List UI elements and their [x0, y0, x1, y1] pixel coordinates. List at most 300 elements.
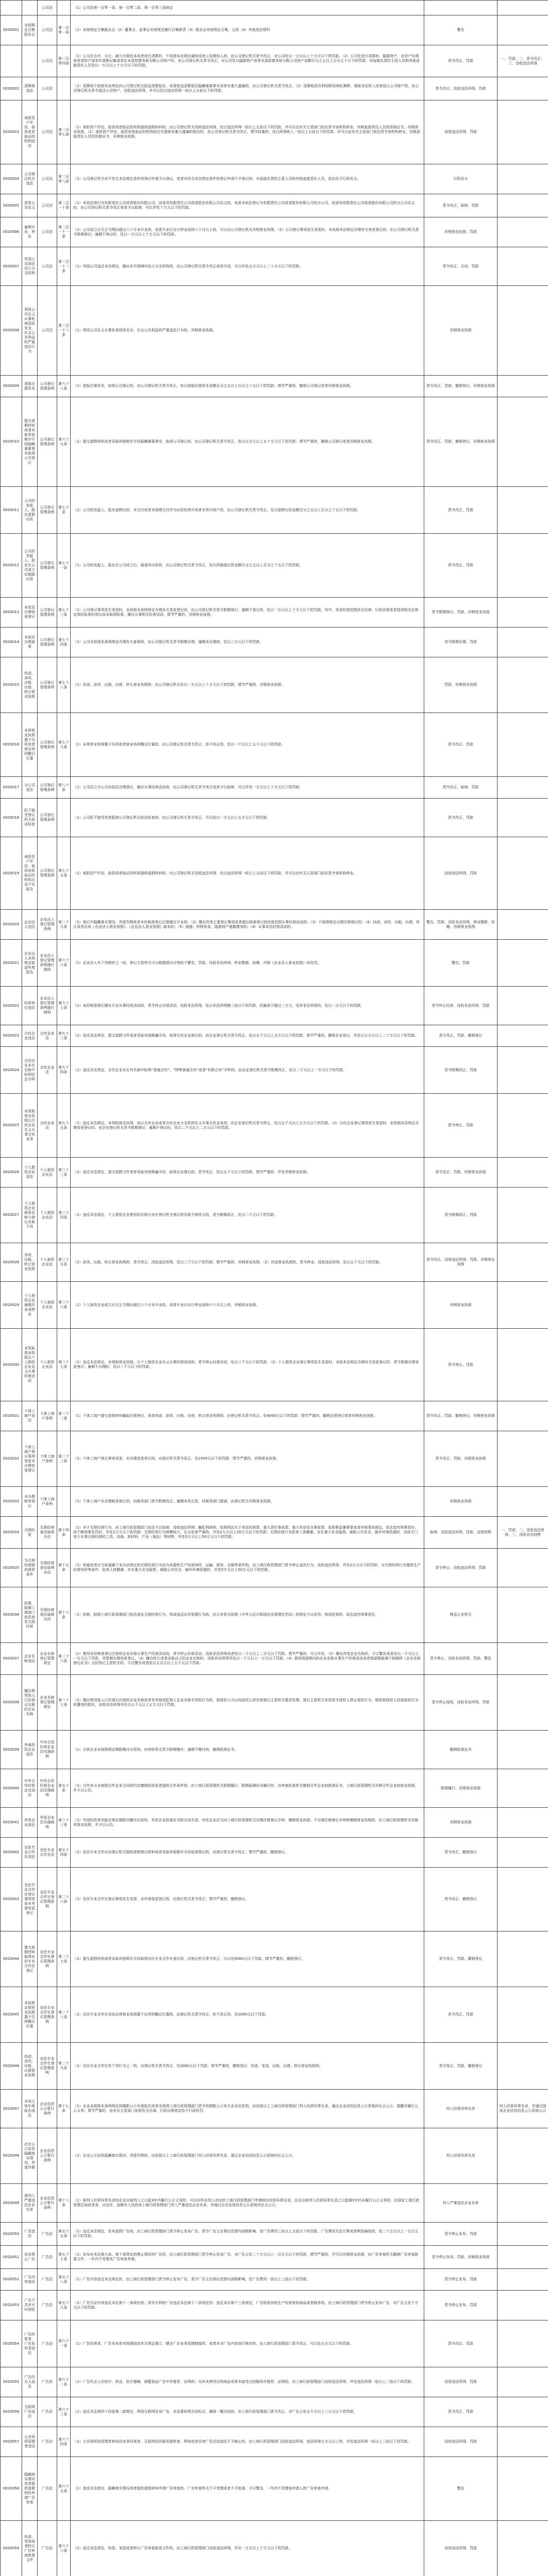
table-row	[1, 487, 548, 534]
clause-number: 第二十三条	[58, 1454, 69, 1463]
item-name: 未将营业执照置于住所或者营业场所醒目位置	[24, 728, 35, 760]
law-name: 外资企业法实施细则	[40, 1816, 55, 1829]
item-code-cell	[1, 1731, 22, 1769]
penalty-type: 责令改正、罚款、吊销营业执照	[435, 1456, 486, 1461]
remark-cell	[497, 2457, 548, 2521]
item-name-cell	[22, 1675, 38, 1731]
law-name: 企业名称登记管理规定	[40, 1652, 55, 1665]
penalty-type-cell	[424, 2457, 497, 2521]
law-name: 个体工商户条例	[40, 1411, 55, 1420]
law-name: 合伙企业法	[40, 1121, 55, 1130]
clause-number: 第六十七条	[58, 1001, 69, 1010]
remark-cell	[497, 1243, 548, 1282]
provision-text-cell	[71, 987, 424, 1025]
remark-cell	[497, 1158, 548, 1188]
remark-cell	[497, 2128, 548, 2184]
provision-text: （1）违反本法规定，提交虚假文件或者采取其他欺骗手段，取得企业登记的，责令改正，处以五千元以下的罚款；情节严重的，并处吊销营业执照。	[73, 1170, 310, 1174]
remark-cell	[497, 2427, 548, 2457]
item-code-cell	[1, 1487, 22, 1517]
penalty-type: 责令终止经营、没收非法所得、罚款	[431, 1003, 490, 1008]
table-row	[1, 777, 548, 799]
clause-number-cell	[57, 487, 71, 534]
clause-number-cell	[57, 713, 71, 777]
item-code: 0020042	[3, 1850, 20, 1854]
law-name-cell	[38, 1025, 57, 1047]
item-code: 0020035	[3, 1565, 20, 1570]
item-name: 企业法人未按规定报送年度报告	[24, 951, 35, 974]
item-code-cell	[1, 2367, 22, 2397]
law-name-cell	[38, 1047, 57, 1094]
law-name: 企业法人登记管理条例	[40, 918, 55, 931]
item-name: 互联网广告违法	[24, 2405, 35, 2418]
remark-cell	[497, 164, 548, 194]
table-row	[1, 2128, 548, 2184]
penalty-type-cell	[424, 1282, 497, 1329]
provision-text: （1）未依法登记为有限责任公司或者股份有限公司，而冒用有限责任公司或者股份有限公司名义的，或者未依法登记为有限责任公司或者股份有限公司的分公司，而冒用有限责任公司或者股份有限公司的分公司名义的，由公司登记机关责令改正或者予以取缔，可以并处十万元以下的罚款。	[73, 201, 415, 210]
item-name: 伪造、涂改、出租、出借、转让营业执照	[24, 671, 35, 699]
provision-text-cell	[71, 1329, 424, 1401]
clause-number: 第五十九条	[58, 2300, 69, 2310]
item-code-cell	[1, 100, 22, 164]
clause-number-cell	[57, 1675, 71, 1731]
item-name-cell	[22, 1243, 38, 1282]
law-name: 公司登记管理条例	[40, 505, 55, 514]
clause-number-cell	[57, 2367, 71, 2397]
penalty-type: 责令改正、关闭、罚款	[442, 264, 479, 268]
clause-number-cell	[57, 217, 71, 247]
penalty-type: 列入严重违法企业名单	[442, 2200, 479, 2205]
item-code: 0020021	[3, 960, 20, 965]
item-name-cell	[22, 397, 38, 487]
clause-number: 第七十三条	[58, 607, 69, 617]
provision-text-cell	[71, 100, 424, 164]
item-code: 0020049	[3, 2200, 20, 2205]
remark-cell	[497, 77, 548, 100]
item-name-cell	[22, 1731, 38, 1769]
penalty-type-cell	[424, 487, 497, 534]
table-row	[1, 713, 548, 777]
clause-number-cell	[57, 1094, 71, 1158]
law-name: 广告法	[42, 2231, 53, 2236]
provision-text: （1）利用公司名义从事危害国家安全、社会公共利益的严重违法行为的，吊销营业执照。	[73, 328, 217, 332]
provision-text: （1）拒绝、阻碍工商行政管理部门依法查处无照经营行为，构成违反治安管理行为的，由公安机关依照《中华人民共和国治安管理处罚法》的规定予以处罚；构成犯罪的，依法追究刑事责任。	[73, 1613, 379, 1617]
item-code-cell	[1, 2090, 22, 2128]
remark-cell	[497, 2223, 548, 2246]
item-code-cell	[1, 628, 22, 657]
penalty-type: 责令限期改正、罚款	[444, 1067, 477, 1072]
penalty-type-cell	[424, 2223, 497, 2246]
clause-number: 第七十八条	[58, 680, 69, 689]
table-row	[1, 2457, 548, 2521]
clause-number: 第十七条	[58, 2104, 69, 2113]
penalty-type: 责令改正、取缔、罚款	[442, 785, 479, 789]
item-code: 0020008	[3, 328, 20, 332]
item-code-cell	[1, 1769, 22, 1808]
penalty-type-cell	[424, 1731, 497, 1769]
penalty-type: 警告、罚款	[452, 960, 470, 965]
clause-number-cell	[57, 1431, 71, 1487]
provision-text-cell	[71, 2090, 424, 2128]
provision-text: （1）承担资产评估、验资或者验证的机构提供虚假材料的，由公司登记机关没收违法所得，处以违法所得一倍以上五倍以下的罚款，并可以由有关主管部门依法责令该机构停业、吊销直接责任人员的资格证书，吊销营业执照。（2）承担资产评估、验资或者验证的机构因过失提供有重大遗漏的报告的，由公司登记机关责令改正，情节较重的，处以所得收入一倍以上五倍以下的罚款，并可以由有关主管部门依法责令该机构停业、吊销直接责任人员的资格证书，吊销营业执照。	[73, 125, 420, 139]
item-code: 0020013	[3, 610, 20, 614]
item-code-cell	[1, 1, 22, 15]
provision-text-cell	[71, 164, 424, 194]
penalty-type: 责令限期办理、罚款	[444, 640, 477, 644]
remark-cell	[497, 1731, 548, 1769]
provision-text-cell	[71, 2521, 424, 2576]
clause-number: 第六十三条	[58, 2407, 69, 2416]
provision-text: （1）广告代言人在医疗、药品、医疗器械、保健食品广告中作推荐、证明的；为其未使用过的商品或者未接受过的服务作推荐、证明的。由工商行政管理部门没收违法所得，并处违法所得一倍以上二倍以下的罚款。	[73, 2380, 415, 2384]
clause-number: 第二百一十二条	[58, 259, 69, 273]
law-name: 企业信息公示暂行条例	[40, 2196, 55, 2210]
item-code-cell	[1, 1025, 22, 1047]
remark-cell	[497, 1987, 548, 2043]
penalty-type-cell	[424, 286, 497, 376]
table-row	[1, 247, 548, 286]
clause-number: 第二百一十三条	[58, 324, 69, 337]
law-name: 无照经营查处取缔办法	[40, 1526, 55, 1539]
clause-number-cell	[57, 1769, 71, 1808]
remark-cell	[497, 194, 548, 217]
clause-number-cell	[57, 194, 71, 217]
clause-number-cell	[57, 534, 71, 598]
item-code-cell	[1, 2223, 22, 2246]
item-name: 擅自使用他人已经登记注册的企业名称	[24, 1688, 35, 1716]
penalty-type-cell	[424, 1487, 497, 1517]
item-name: 伪造、涂改、出租、出借营业执照	[24, 2054, 35, 2077]
penalty-type-cell	[424, 1931, 497, 1987]
provision-text: （1）个体工商户登记事项变更，未办理变更登记的，由登记机关责令改正，处1500元以下的罚款；情节严重的，吊销营业执照。	[73, 1456, 280, 1461]
remark-cell	[497, 1931, 548, 1987]
penalty-type-cell	[424, 247, 497, 286]
item-code: 0020039	[3, 1747, 20, 1752]
penalty-type: 警告	[457, 2486, 464, 2490]
penalty-type: 责令改正、罚款	[448, 2012, 473, 2016]
clause-number-cell	[57, 1, 71, 15]
item-code-cell	[1, 397, 22, 487]
remark: 一、罚款；二、没收违法所得；三、没收非法财物	[501, 1528, 544, 1537]
table-row	[1, 15, 548, 45]
provision-text-cell	[71, 799, 424, 837]
law-name: 公司登记管理条例	[40, 607, 55, 617]
item-code: 0020024	[3, 1067, 20, 1072]
provision-text: （1）清算组不依照本法规定向公司登记机关报送清算报告，或者报送清算报告隐瞒重要事实或者有重大遗漏的，由公司登记机关责令改正。（2）清算组成员利用职权徇私舞弊、谋取非法收入或者侵占公司财产的，由公司登记机关责令退还公司财产，没收违法所得，并可以处以违法所得一倍以上五倍以下的罚款。	[73, 84, 419, 93]
law-name-cell	[38, 1808, 57, 1838]
item-code: 0020004	[3, 177, 20, 181]
item-name-cell	[22, 777, 38, 799]
item-name-cell	[22, 2223, 38, 2246]
remark-cell	[497, 2367, 548, 2397]
clause-number-cell	[57, 1549, 71, 1587]
item-code: 0020023	[3, 1033, 20, 1038]
table-row	[1, 1431, 548, 1487]
penalty-type: 责令停止、罚款	[448, 1123, 473, 1127]
item-code: 0020055	[3, 2380, 20, 2384]
clause-number: 第十六条	[58, 1610, 69, 1619]
penalty-type: 吊销营业执照	[450, 1820, 472, 1824]
provision-text-cell	[71, 940, 424, 987]
provision-text: （1）知道或者应当知道属于本办法规定的无照经营行为而为其提供生产经营场所、运输、保管、仓储等条件的，由工商行政管理部门责令停止违法行为，没收违法所得，并处2万元以下的罚款；为无照经营行为提供生产经营场所等条件，危害人体健康、存在重大安全隐患、威胁公共安全、破坏环境资源的，并处5万元以上50万元以下的罚款。	[73, 1563, 421, 1572]
law-name-cell	[38, 1675, 57, 1731]
table-row	[1, 2246, 548, 2269]
remark-cell	[497, 1769, 548, 1808]
provision-text: （1）违反本法规定，提交虚假文件或者采取其他欺骗手段，取得合伙企业登记的，由企业登记机关责令改正，处以五千元以上五万元以下的罚款；情节严重的，撤销企业登记，并处以五万元以上二十万元以下的罚款。	[73, 1033, 419, 1038]
penalty-type-cell	[424, 1643, 497, 1675]
provision-text-cell	[71, 2269, 424, 2291]
provision-text: （1）个体工商户提交虚假材料骗取注册登记，或者伪造、涂改、出租、出借、转让营业执照的，由登记机关责令改正，处4000元以下的罚款；情节严重的，撤销注册登记或者吊销营业执照。	[73, 1414, 377, 1418]
item-name: 隐瞒真实情况或者提供虚假材料申请广告审查	[24, 2472, 35, 2504]
provision-text: （1）违反本法规定，伪造、变造或者转让广告审查批准文件的，由工商行政管理部门没收违法所得，并处一万元以上十万元以下的罚款。	[73, 2546, 292, 2550]
provision-text-cell	[71, 598, 424, 628]
clause-number: 第九十四条	[58, 1065, 69, 1074]
provision-text-cell	[71, 1282, 424, 1329]
item-code-cell	[1, 217, 22, 247]
table-row	[1, 1587, 548, 1643]
law-name-cell	[38, 1401, 57, 1431]
penalty-type-cell	[424, 15, 497, 45]
remark-cell	[497, 2043, 548, 2090]
provision-text-cell	[71, 1769, 424, 1808]
clause-number: 第六十八条	[58, 381, 69, 391]
clause-number-cell	[57, 2397, 71, 2427]
item-name: 农民专业合作社登记事项变更未申请变更登记	[24, 1883, 35, 1915]
provision-text: （1）个体工商户未办理税务登记的，由税务部门责令限期改正；逾期未改正的，经税务部门提请，由登记机关吊销营业执照。	[73, 1499, 274, 1503]
penalty-type: 列入经营异常名录	[446, 2154, 475, 2158]
penalty-type: 责令改正、罚款	[448, 563, 473, 567]
law-name-cell	[38, 2367, 57, 2397]
table-row	[1, 1025, 548, 1047]
item-name: 公司的发起人、股东虚假出资	[24, 498, 35, 521]
item-name-cell	[22, 2184, 38, 2223]
provision-text-cell	[71, 1188, 424, 1243]
item-name-cell	[22, 1025, 38, 1047]
provision-text: （1）公司拒不接受或者阻挠公司登记机关依法检查的，由公司登记机关责令改正，可以处以一万元以上五万元以下的罚款。	[73, 815, 271, 820]
provision-text: （1）公司设立分公司未依法办理登记，擅自从事经营活动的，由公司登记机关责令改正或者予以取缔，可以并处一万元以上十万元以下的罚款。	[73, 785, 303, 789]
clause-number-cell	[57, 1188, 71, 1243]
clause-number-cell	[57, 940, 71, 987]
item-code-cell	[1, 1517, 22, 1549]
provision-text-cell	[71, 2184, 424, 2223]
clause-number: 第二百一十条	[58, 201, 69, 210]
clause-number: 第十八条	[58, 2198, 69, 2207]
item-name: 广告代言人违法	[24, 2375, 35, 2388]
item-name: 未领取营业执照以个人独资企业名义从事经营活动	[24, 1346, 35, 1383]
remark-cell	[497, 598, 548, 628]
clause-number: 第九十五条	[58, 1121, 69, 1130]
item-code: 0020044	[3, 1957, 20, 1961]
penalty-type: 责令改正、罚款	[448, 815, 473, 820]
item-code-cell	[1, 1329, 22, 1401]
provision-text-cell	[71, 1517, 424, 1549]
clause-number-cell	[57, 1025, 71, 1047]
law-name: 公司法	[42, 177, 53, 181]
remark-cell	[497, 2521, 548, 2576]
item-code-cell	[1, 1282, 22, 1329]
clause-number-cell	[57, 164, 71, 194]
law-name: 广告法	[42, 2380, 53, 2384]
item-code: 0020025	[3, 1123, 20, 1127]
penalty-type: 责令改正、罚款	[448, 507, 473, 512]
provision-text: （1）违反本法第四十四条第二款规定，利用互联网发布广告，未显著标明关闭标志，确保一键关闭的，由工商行政管理部门责令改正，对广告主处五千元以上三万元以下的罚款。	[73, 2410, 357, 2414]
item-name: 未办理税务登记	[24, 1495, 35, 1508]
remark-cell	[497, 1094, 548, 1158]
table-row	[1, 1987, 548, 2043]
item-code-cell	[1, 713, 22, 777]
table-row	[1, 2291, 548, 2320]
penalty-type-cell	[424, 2269, 497, 2291]
provision-text-cell	[71, 2427, 424, 2457]
penalty-type-cell	[424, 1838, 497, 1868]
item-code-cell	[1, 15, 22, 45]
law-name: 企业名称登记管理规定	[40, 1696, 55, 1709]
penalty-type-cell	[424, 1158, 497, 1188]
penalty-type: 责令改正、罚款、撤销登记	[439, 2063, 483, 2068]
provision-text-cell	[71, 77, 424, 100]
item-code: 0020010	[3, 439, 20, 444]
clause-number: 第二十六条	[58, 1654, 69, 1663]
clause-number: 第三十四条	[58, 1210, 69, 1219]
remark-cell	[497, 628, 548, 657]
provision-text-cell	[71, 1158, 424, 1188]
item-code-cell	[1, 1587, 22, 1643]
law-name: 公司登记管理条例	[40, 680, 55, 689]
penalty-type-cell	[424, 713, 497, 777]
penalty-type: 撤销批准证书	[450, 1747, 472, 1752]
item-name-cell	[22, 1987, 38, 2043]
item-name-cell	[22, 487, 38, 534]
table-row	[1, 1329, 548, 1401]
law-name-cell	[38, 194, 57, 217]
table-row	[1, 1487, 548, 1517]
item-code: 0020014	[3, 640, 20, 644]
provision-text-cell	[71, 376, 424, 397]
table-row	[1, 2397, 548, 2427]
remark-cell	[497, 1549, 548, 1587]
item-code: 0020030	[3, 1362, 20, 1367]
law-name-cell	[38, 286, 57, 376]
item-name: 农民专业合作社违法	[24, 1845, 35, 1859]
clause-number: 第三十五条	[58, 1258, 69, 1266]
penalty-type-cell	[424, 1517, 497, 1549]
law-name-cell	[38, 2090, 57, 2128]
item-name-cell	[22, 2269, 38, 2291]
provision-text: （1）公司的发起人、股东在公司成立后，抽逃其出资的，由公司登记机关责令改正，处以所抽逃出资金额百分之五以上百分之十五以下的罚款。	[73, 563, 303, 567]
provision-text: （1）公司登记事项发生变更时，未依照本条例规定办理有关变更登记的，由公司登记机关责令限期登记；逾期不登记的，处以一万元以上十万元以下的罚款。其中，变更经营范围涉及法律、行政法规或者国务院决定规定须经批准的项目而未取得批准，擅自从事相关经营活动，情节严重的，吊销营业执照。	[73, 607, 419, 617]
item-code-cell	[1, 1549, 22, 1587]
provision-text: （1）公司法第一百零一条、第一百零二条、第一百零三条规定	[73, 5, 173, 10]
penalty-type-cell	[424, 1549, 497, 1587]
penalty-type-cell	[424, 45, 497, 77]
law-name-cell	[38, 77, 57, 100]
item-code-cell	[1, 1643, 22, 1675]
law-name: 广告法	[42, 2255, 53, 2259]
law-name: 公司法	[42, 59, 53, 63]
law-name-cell	[38, 1643, 57, 1675]
remark-cell	[497, 1675, 548, 1731]
provision-text-cell	[71, 1401, 424, 1431]
item-name: 个体工商户违法	[24, 1409, 35, 1422]
provision-text-cell	[71, 194, 424, 217]
clause-number: 第一百零一条	[58, 25, 69, 35]
item-name: 企业公示信息隐瞒真实情况、弄虚作假	[24, 2142, 35, 2170]
provision-text-cell	[71, 2457, 424, 2521]
item-name: 企业名称违法	[24, 1654, 35, 1663]
item-code-cell	[1, 910, 22, 940]
provision-text: （1）企业未按照本条例规定的期限公示年度报告或者未按照工商行政管理部门责令的期限公示有关企业信息的，由县级以上工商行政管理部门列入经营异常名录，通过企业信用信息公示系统向社会公示，提醒其履行公示义务；情节严重的，由有关主管部门依照有关法律、行政法规规定给予行政处罚。	[73, 2104, 419, 2113]
penalty-type: 责令停止发布、罚款	[444, 2277, 477, 2281]
provision-text: （1）公司未依照本条例规定办理有关备案的，由公司登记机关责令限期办理；逾期未办理的，处以三万元以下的罚款。	[73, 640, 263, 644]
law-name-cell	[38, 1731, 57, 1769]
item-code-cell	[1, 657, 22, 713]
item-name: 逾期开业、停业	[24, 225, 35, 239]
table-row	[1, 2090, 548, 2128]
remark: 列入经营异常名录，并通过国家企业信用信息公示系统公示	[499, 2104, 546, 2113]
penalty-type-cell	[424, 1675, 497, 1731]
law-name-cell	[38, 1158, 57, 1188]
clause-number: 第八十条	[58, 783, 69, 792]
item-name: 外商投资企业违法	[24, 1742, 35, 1756]
clause-number-cell	[57, 2427, 71, 2457]
penalty-type-cell	[424, 598, 497, 628]
provision-text-cell	[71, 628, 424, 657]
remark-cell	[497, 657, 548, 713]
provision-text: （1）登记中隐瞒真实情况、弄虚作假或者未经核准登记注册擅自开业的；（2）擅自改变主要登记事项或者超出核准登记的经营范围从事经营活动的；（3）不按照规定办理注销登记的；（4）伪造、涂改、出租、出借、转让或者出卖《企业法人营业执照》、《企业法人营业执照》副本的；（5）抽逃、转移资金，隐匿财产逃避债务的；（6）从事非法经营活动的。	[73, 920, 420, 929]
table-row	[1, 1731, 548, 1769]
law-name-cell	[38, 1769, 57, 1808]
clause-number-cell	[57, 2291, 71, 2320]
law-name: 无照经营查处取缔办法	[40, 1561, 55, 1574]
law-name: 无照经营查处取缔办法	[40, 1608, 55, 1621]
item-code-cell	[1, 45, 22, 77]
item-code: 0020046	[3, 2063, 20, 2068]
law-name-cell	[38, 2043, 57, 2090]
law-name-cell	[38, 2320, 57, 2367]
remark-cell	[497, 1838, 548, 1868]
table-row	[1, 164, 548, 194]
penalty-type: 责令停止发布、罚款	[444, 2303, 477, 2307]
remark-cell	[497, 376, 548, 397]
remark-cell	[497, 2320, 548, 2367]
clause-number-cell	[57, 2090, 71, 2128]
remark-cell	[497, 45, 548, 77]
law-name-cell	[38, 940, 57, 987]
clause-number-cell	[57, 15, 71, 45]
law-name-cell	[38, 2457, 57, 2521]
provision-text: （1）外国公司违反本法规定，擅自在中国境内设立分支机构的，由公司登记机关责令改正或者关闭，可以并处五万元以上二十万元以下的罚款。	[73, 264, 303, 268]
item-code: 0020057	[3, 2439, 20, 2444]
clause-number-cell	[57, 247, 71, 286]
provision-text-cell	[71, 534, 424, 598]
table-row	[1, 2367, 548, 2397]
table-row	[1, 534, 548, 598]
law-name-cell	[38, 1243, 57, 1282]
penalty-type: 责令改正、撤销登记	[444, 1850, 477, 1854]
table-row	[1, 1282, 548, 1329]
remark-cell	[497, 2269, 548, 2291]
law-name: 公司法	[42, 230, 53, 234]
item-name-cell	[22, 657, 38, 713]
provision-text: （1）农民专业合作社有下列行为之一的，由登记机关责令改正，处2000元以下罚款；情节严重的，撤销登记：伪造、变造、出租、出借、转让营业执照的。	[73, 2063, 323, 2068]
item-name: 清算组违法	[24, 84, 35, 93]
provision-text: （1）承担资产评估、验资或者验证的机构提供虚假材料的，由公司登记机关没收违法所得，处以违法所得一倍以上五倍以下的罚款，并可以由有关主管部门依法责令该机构停业。	[73, 871, 357, 875]
law-name: 公司登记管理条例	[40, 740, 55, 749]
table-row	[1, 940, 548, 987]
item-name: 企业法人违法	[24, 920, 35, 929]
item-code-cell	[1, 2269, 22, 2291]
remark-cell	[497, 1517, 548, 1549]
item-code: 0020052	[3, 2277, 20, 2281]
provision-text: （1）伪造、涂改、出租、出借、转让营业执照的，由公司登记机关处以一万元以上十万元以下的罚款；情节严重的，吊销营业执照。	[73, 683, 285, 687]
